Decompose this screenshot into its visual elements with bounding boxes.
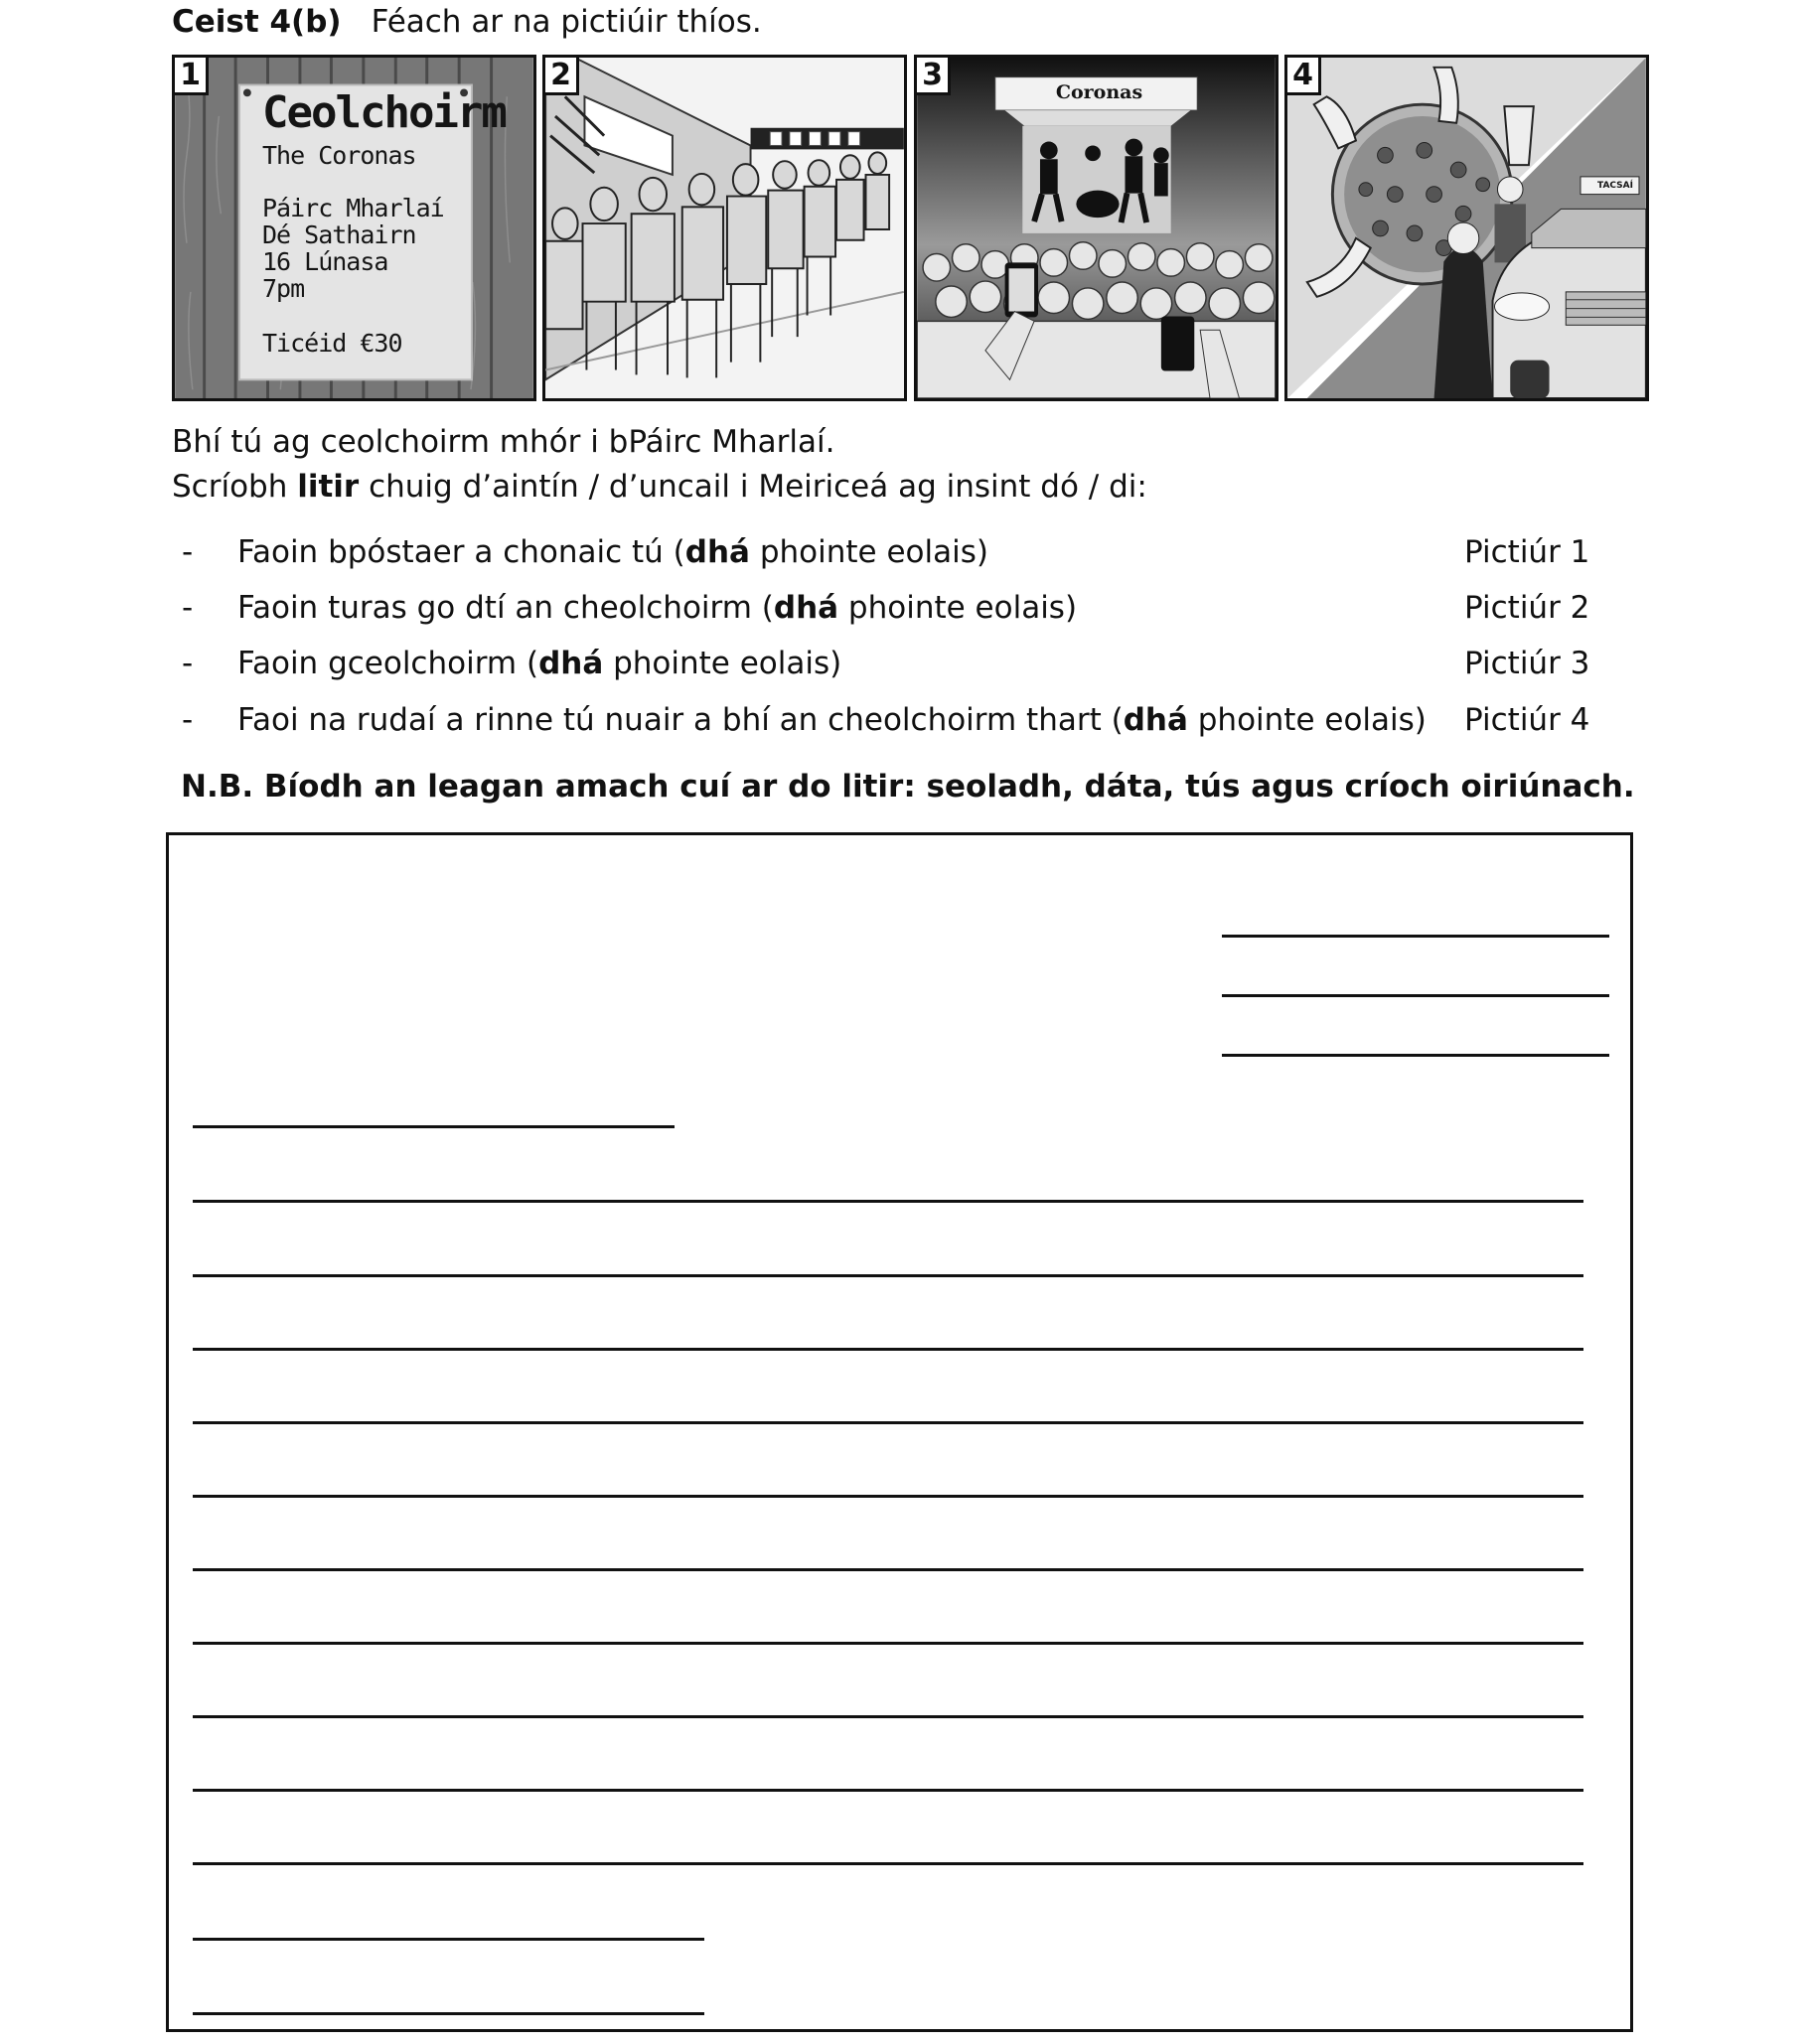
closing-line[interactable] (193, 1938, 704, 1941)
bullet-point: - Faoin turas go dtí an cheolchoirm (dhá phointe eolais) (182, 590, 1078, 626)
taxi-sign: TACSAÍ (1597, 181, 1633, 191)
answer-box[interactable] (166, 832, 1633, 2032)
question-label: Ceist 4(b) (172, 4, 342, 40)
picture-panel-1 (172, 55, 536, 401)
picture-panel-2 (542, 55, 907, 401)
panel-number: 1 (175, 58, 209, 95)
picture-reference: Pictiúr 2 (1464, 590, 1590, 626)
poster-time: 7pm (262, 274, 305, 303)
writing-line[interactable] (193, 1348, 1583, 1351)
writing-line[interactable] (193, 1421, 1583, 1424)
poster-venue: Páirc Mharlaí (262, 194, 444, 222)
picture-reference: Pictiúr 1 (1464, 534, 1590, 570)
writing-line[interactable] (193, 1274, 1583, 1277)
poster-ticket-price: Ticéid €30 (262, 329, 402, 358)
greeting-line[interactable] (193, 1125, 675, 1128)
poster-day: Dé Sathairn (262, 220, 416, 249)
picture-panel-3 (914, 55, 1279, 401)
picture-panel-4 (1284, 55, 1649, 401)
signature-line[interactable] (193, 2012, 704, 2015)
writing-line[interactable] (193, 1715, 1583, 1718)
writing-line[interactable] (193, 1568, 1583, 1571)
writing-line[interactable] (193, 1789, 1583, 1792)
bullet-point: - Faoi na rudaí a rinne tú nuair a bhí an cheolchoirm thart (dhá phointe eolais) (182, 702, 1427, 738)
bullet-point: - Faoin bpóstaer a chonaic tú (dhá phointe eolais) (182, 534, 988, 570)
address-line[interactable] (1222, 935, 1609, 938)
question-heading (172, 2, 762, 42)
pizza-taxi-illustration (1287, 58, 1646, 398)
intro-bold-word: litir (297, 469, 360, 505)
bullet-point: - Faoin gceolchoirm (dhá phointe eolais) (182, 646, 842, 681)
panel-number: 2 (545, 58, 579, 95)
concert-illustration (917, 58, 1276, 398)
picture-reference: Pictiúr 3 (1464, 646, 1590, 681)
layout-note: N.B. Bíodh an leagan amach cuí ar do litir: seoladh, dáta, tús agus críoch oiriúnach. (181, 769, 1635, 804)
intro-line-1: Bhí tú ag ceolchoirm mhór i bPáirc Mharlaí. (172, 424, 835, 460)
address-line[interactable] (1222, 994, 1609, 997)
stage-sign: Coronas (1055, 81, 1143, 103)
writing-line[interactable] (193, 1862, 1583, 1865)
question-instruction: Féach ar na pictiúir thíos. (371, 4, 762, 40)
poster-date: 16 Lúnasa (262, 247, 388, 276)
writing-line[interactable] (193, 1642, 1583, 1645)
writing-line[interactable] (193, 1200, 1583, 1203)
poster-title: Ceolchoirm (262, 87, 506, 138)
train-queue-illustration (545, 58, 904, 398)
date-line[interactable] (1222, 1054, 1609, 1057)
poster-band: The Coronas (262, 141, 416, 170)
intro-line-2: Scríobh litir chuig d’aintín / d’uncail i Meiriceá ag insint dó / di: (172, 469, 1147, 505)
panel-number: 3 (917, 58, 951, 95)
picture-reference: Pictiúr 4 (1464, 702, 1590, 738)
panel-number: 4 (1287, 58, 1321, 95)
writing-line[interactable] (193, 1495, 1583, 1498)
